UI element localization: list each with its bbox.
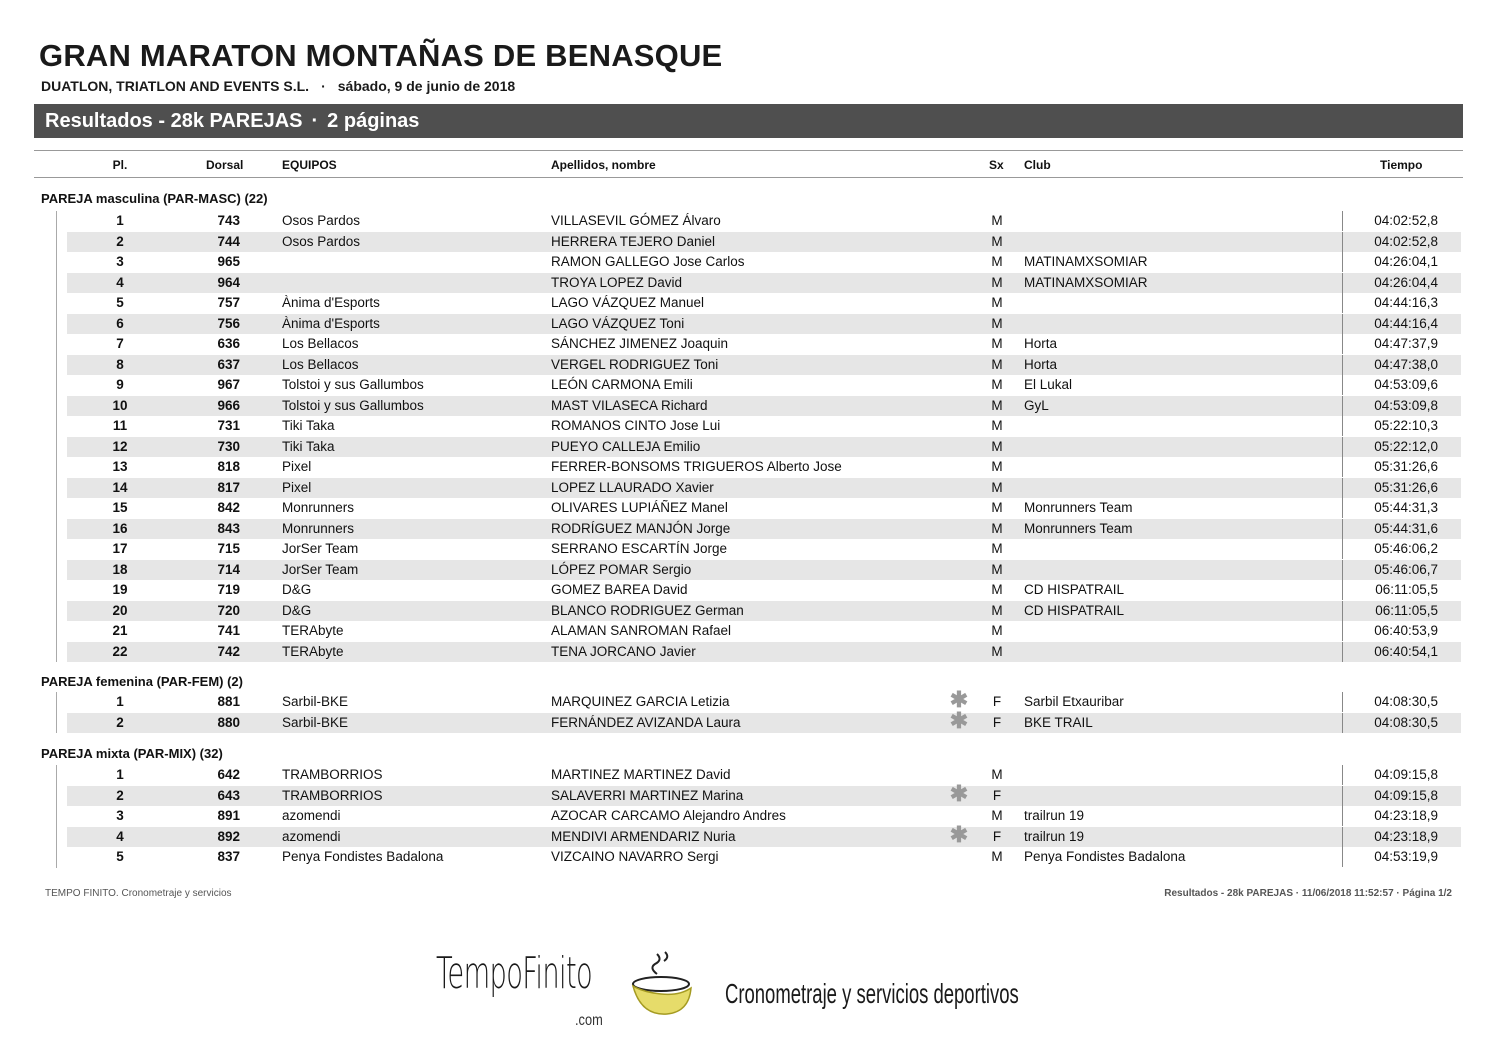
time-cell: 04:02:52,8 bbox=[1342, 211, 1438, 231]
team-cell: Osos Pardos bbox=[282, 233, 361, 249]
table-row bbox=[67, 580, 1461, 601]
team-cell: Tolstoi y sus Gallumbos bbox=[282, 377, 424, 392]
team-cell: Monrunners bbox=[282, 520, 355, 536]
dorsal-cell: 880 bbox=[217, 714, 240, 730]
name-cell: LAGO VÁZQUEZ Manuel bbox=[551, 295, 705, 310]
dorsal-cell: 743 bbox=[217, 213, 240, 228]
team-cell: JorSer Team bbox=[282, 561, 359, 577]
dorsal-cell: 636 bbox=[217, 336, 240, 351]
team-cell: Sarbil-BKE bbox=[282, 714, 349, 730]
dorsal-cell: 757 bbox=[217, 295, 240, 310]
team-cell: azomendi bbox=[282, 808, 341, 823]
asterisk-icon: ✱ bbox=[949, 780, 969, 806]
name-cell: GOMEZ BAREA David bbox=[551, 582, 688, 597]
time-cell: 04:26:04,4 bbox=[1342, 273, 1438, 293]
team-cell: Ànima d'Esports bbox=[282, 295, 380, 310]
time-cell: 04:08:30,5 bbox=[1342, 713, 1438, 733]
team-cell: Tiki Taka bbox=[282, 438, 335, 454]
results-banner bbox=[34, 104, 1463, 138]
name-cell: LOPEZ LLAURADO Xavier bbox=[551, 479, 714, 495]
name-cell: HERRERA TEJERO Daniel bbox=[551, 233, 716, 249]
time-cell: 04:47:38,0 bbox=[1342, 355, 1438, 375]
name-cell: SALAVERRI MARTINEZ Marina bbox=[551, 787, 744, 803]
team-cell: TERAbyte bbox=[282, 643, 344, 659]
dorsal-cell: 719 bbox=[217, 582, 240, 597]
team-cell: Pixel bbox=[282, 459, 312, 474]
sex-cell: M bbox=[991, 377, 1003, 392]
dorsal-cell: 881 bbox=[217, 694, 240, 709]
banner-label: Resultados - 28k PAREJAS bbox=[45, 110, 303, 132]
place-cell: 19 bbox=[112, 582, 128, 597]
team-cell: TERAbyte bbox=[282, 623, 344, 638]
team-cell: TRAMBORRIOS bbox=[282, 787, 383, 803]
time-cell: 04:44:16,3 bbox=[1342, 293, 1438, 313]
section-rows bbox=[67, 687, 1461, 733]
club-cell: Horta bbox=[1024, 356, 1058, 372]
name-cell: ROMANOS CINTO Jose Lui bbox=[551, 418, 721, 433]
name-cell: SÁNCHEZ JIMENEZ Joaquin bbox=[551, 336, 729, 351]
footer-left: TEMPO FINITO. Cronometraje y servicios bbox=[45, 888, 232, 899]
section-left-rule bbox=[56, 765, 57, 868]
table-row bbox=[67, 539, 1461, 560]
asterisk-icon: ✱ bbox=[949, 707, 969, 733]
name-cell: LEÓN CARMONA Emili bbox=[551, 377, 693, 392]
place-cell: 18 bbox=[112, 561, 128, 577]
name-cell: FERNÁNDEZ AVIZANDA Laura bbox=[551, 714, 741, 730]
place-cell: 13 bbox=[112, 459, 128, 474]
name-cell: VERGEL RODRIGUEZ Toni bbox=[551, 356, 719, 372]
sex-cell: M bbox=[991, 356, 1003, 372]
sex-cell: M bbox=[991, 541, 1003, 556]
table-row bbox=[67, 232, 1461, 253]
logo-name: TempoFinito bbox=[436, 948, 593, 999]
club-cell: MATINAMXSOMIAR bbox=[1024, 274, 1148, 290]
name-cell: VILLASEVIL GÓMEZ Álvaro bbox=[551, 213, 721, 228]
time-cell: 05:44:31,3 bbox=[1342, 498, 1438, 518]
team-cell: Los Bellacos bbox=[282, 336, 359, 351]
place-cell: 1 bbox=[116, 213, 124, 228]
name-cell: VIZCAINO NAVARRO Sergi bbox=[551, 849, 719, 864]
sex-cell: M bbox=[991, 254, 1003, 269]
organizer: DUATLON, TRIATLON AND EVENTS S.L. bbox=[41, 78, 310, 94]
team-cell: Pixel bbox=[282, 479, 312, 495]
time-cell: 04:53:19,9 bbox=[1342, 847, 1438, 867]
dorsal-cell: 818 bbox=[217, 459, 240, 474]
section-left-rule bbox=[56, 211, 57, 662]
dorsal-cell: 744 bbox=[217, 233, 240, 249]
sex-cell: M bbox=[991, 274, 1003, 290]
club-cell: GyL bbox=[1024, 397, 1049, 413]
table-row bbox=[67, 821, 1461, 848]
time-cell: 05:44:31,6 bbox=[1342, 519, 1438, 539]
sex-cell: F bbox=[992, 694, 1002, 709]
time-cell: 04:44:16,4 bbox=[1342, 314, 1438, 334]
name-cell: FERRER-BONSOMS TRIGUEROS Alberto Jose bbox=[551, 459, 842, 474]
team-cell: JorSer Team bbox=[282, 541, 359, 556]
event-date: sábado, 9 de junio de 2018 bbox=[337, 78, 516, 94]
place-cell: 20 bbox=[112, 602, 128, 618]
table-row bbox=[67, 437, 1461, 458]
sex-cell: M bbox=[991, 336, 1003, 351]
sex-cell: M bbox=[991, 767, 1003, 782]
dorsal-cell: 843 bbox=[217, 520, 240, 536]
table-row bbox=[67, 621, 1461, 642]
time-cell: 06:11:05,5 bbox=[1342, 580, 1438, 600]
dorsal-cell: 842 bbox=[217, 500, 240, 515]
banner-separator: · bbox=[311, 110, 319, 132]
table-row bbox=[67, 478, 1461, 499]
table-row bbox=[67, 375, 1461, 396]
name-cell: BLANCO RODRIGUEZ German bbox=[551, 602, 744, 618]
sex-cell: M bbox=[991, 520, 1003, 536]
sex-cell: M bbox=[991, 213, 1003, 228]
time-cell: 05:46:06,2 bbox=[1342, 539, 1438, 559]
table-row bbox=[67, 416, 1461, 437]
club-cell: trailrun 19 bbox=[1024, 828, 1085, 844]
sex-cell: M bbox=[991, 438, 1003, 454]
time-cell: 04:53:09,8 bbox=[1342, 396, 1438, 416]
dorsal-cell: 891 bbox=[217, 808, 240, 823]
club-cell: CD HISPATRAIL bbox=[1024, 602, 1125, 618]
place-cell: 22 bbox=[112, 643, 128, 659]
team-cell: D&G bbox=[282, 582, 312, 597]
club-cell: trailrun 19 bbox=[1024, 808, 1085, 823]
dorsal-cell: 730 bbox=[217, 438, 240, 454]
section-rows bbox=[67, 211, 1461, 662]
logo-domain: .com bbox=[575, 1012, 603, 1029]
team-cell: TRAMBORRIOS bbox=[282, 767, 383, 782]
team-cell: Osos Pardos bbox=[282, 213, 361, 228]
time-cell: 04:09:15,8 bbox=[1342, 786, 1438, 806]
section-left-rule bbox=[56, 692, 57, 733]
footer-right: Resultados - 28k PAREJAS · 11/06/2018 11:52:57 · Página 1/2 bbox=[1164, 888, 1452, 899]
table-row bbox=[67, 560, 1461, 581]
table-row bbox=[67, 806, 1461, 827]
time-cell: 06:40:53,9 bbox=[1342, 621, 1438, 641]
asterisk-icon: ✱ bbox=[949, 687, 969, 712]
name-cell: TENA JORCANO Javier bbox=[551, 643, 696, 659]
table-row bbox=[67, 293, 1461, 314]
place-cell: 8 bbox=[116, 356, 124, 372]
col-sx: Sx bbox=[989, 158, 1004, 172]
place-cell: 16 bbox=[112, 520, 128, 536]
club-cell: Penya Fondistes Badalona bbox=[1024, 849, 1186, 864]
section-title: PAREJA masculina (PAR-MASC) (22) bbox=[41, 191, 268, 206]
name-cell: LAGO VÁZQUEZ Toni bbox=[551, 315, 685, 331]
place-cell: 17 bbox=[112, 541, 128, 556]
team-cell: Tiki Taka bbox=[282, 418, 335, 433]
table-row bbox=[67, 334, 1461, 355]
name-cell: RODRÍGUEZ MANJÓN Jorge bbox=[551, 520, 731, 536]
table-row bbox=[67, 642, 1461, 663]
col-dorsal: Dorsal bbox=[206, 158, 244, 172]
table-row bbox=[67, 252, 1461, 273]
place-cell: 10 bbox=[112, 397, 128, 413]
club-cell: El Lukal bbox=[1024, 377, 1073, 392]
dorsal-cell: 741 bbox=[217, 623, 240, 638]
table-row bbox=[67, 314, 1461, 335]
place-cell: 6 bbox=[116, 315, 124, 331]
sex-cell: M bbox=[991, 582, 1003, 597]
name-cell: LÓPEZ POMAR Sergio bbox=[551, 561, 692, 577]
club-cell: Sarbil Etxauribar bbox=[1024, 694, 1124, 709]
dorsal-cell: 817 bbox=[217, 479, 240, 495]
time-cell: 04:23:18,9 bbox=[1342, 806, 1438, 826]
subtitle bbox=[41, 78, 515, 94]
col-time: Tiempo bbox=[1380, 158, 1423, 172]
sex-cell: M bbox=[991, 500, 1003, 515]
table-row bbox=[67, 765, 1461, 786]
place-cell: 7 bbox=[116, 336, 124, 351]
name-cell: TROYA LOPEZ David bbox=[551, 274, 683, 290]
sex-cell: F bbox=[992, 714, 1002, 730]
club-cell: Horta bbox=[1024, 336, 1058, 351]
sex-cell: M bbox=[991, 602, 1003, 618]
place-cell: 2 bbox=[116, 233, 124, 249]
page-title: GRAN MARATON MONTAÑAS DE BENASQUE bbox=[39, 38, 723, 73]
sex-cell: M bbox=[991, 623, 1003, 638]
time-cell: 05:46:06,7 bbox=[1342, 560, 1438, 580]
time-cell: 05:22:10,3 bbox=[1342, 416, 1438, 436]
time-cell: 04:09:15,8 bbox=[1342, 765, 1438, 785]
dorsal-cell: 892 bbox=[217, 828, 240, 844]
col-pl: Pl. bbox=[112, 158, 128, 172]
time-cell: 04:23:18,9 bbox=[1342, 827, 1438, 847]
col-equipos: EQUIPOS bbox=[282, 158, 337, 172]
separator-dot: · bbox=[321, 78, 326, 94]
dorsal-cell: 966 bbox=[217, 397, 240, 413]
time-cell: 04:08:30,5 bbox=[1342, 692, 1438, 712]
club-cell: Monrunners Team bbox=[1024, 500, 1133, 515]
time-cell: 05:31:26,6 bbox=[1342, 457, 1438, 477]
coffee-cup-icon bbox=[627, 950, 693, 1020]
place-cell: 5 bbox=[116, 295, 124, 310]
team-cell: Los Bellacos bbox=[282, 356, 359, 372]
sex-cell: M bbox=[991, 808, 1003, 823]
team-cell: azomendi bbox=[282, 828, 341, 844]
time-cell: 06:11:05,5 bbox=[1342, 601, 1438, 621]
time-cell: 04:53:09,6 bbox=[1342, 375, 1438, 395]
table-row bbox=[67, 780, 1461, 807]
place-cell: 21 bbox=[112, 623, 128, 638]
name-cell: MAST VILASECA Richard bbox=[551, 397, 708, 413]
table-row bbox=[67, 519, 1461, 540]
name-cell: MENDIVI ARMENDARIZ Nuria bbox=[551, 828, 736, 844]
name-cell: AZOCAR CARCAMO Alejandro Andres bbox=[551, 808, 786, 823]
time-cell: 04:02:52,8 bbox=[1342, 232, 1438, 252]
time-cell: 04:26:04,1 bbox=[1342, 252, 1438, 272]
dorsal-cell: 714 bbox=[217, 561, 240, 577]
club-cell: Monrunners Team bbox=[1024, 520, 1133, 536]
table-row bbox=[67, 211, 1461, 232]
name-cell: ALAMAN SANROMAN Rafael bbox=[551, 623, 732, 638]
name-cell: MARTINEZ MARTINEZ David bbox=[551, 767, 731, 782]
place-cell: 1 bbox=[116, 694, 124, 709]
place-cell: 15 bbox=[112, 500, 128, 515]
dorsal-cell: 837 bbox=[217, 849, 240, 864]
sex-cell: M bbox=[991, 315, 1003, 331]
dorsal-cell: 637 bbox=[217, 356, 240, 372]
sex-cell: M bbox=[991, 418, 1003, 433]
place-cell: 9 bbox=[116, 377, 124, 392]
name-cell: MARQUINEZ GARCIA Letizia bbox=[551, 694, 730, 709]
sex-cell: M bbox=[991, 397, 1003, 413]
team-cell: Sarbil-BKE bbox=[282, 694, 349, 709]
dorsal-cell: 967 bbox=[217, 377, 240, 392]
place-cell: 11 bbox=[112, 418, 128, 433]
place-cell: 14 bbox=[112, 479, 128, 495]
table-row bbox=[67, 707, 1461, 734]
name-cell: RAMON GALLEGO Jose Carlos bbox=[551, 254, 745, 269]
table-row bbox=[67, 687, 1461, 713]
team-cell: D&G bbox=[282, 602, 312, 618]
table-row bbox=[67, 847, 1461, 868]
place-cell: 12 bbox=[112, 438, 128, 454]
team-cell: Tolstoi y sus Gallumbos bbox=[282, 397, 424, 413]
table-row bbox=[67, 273, 1461, 294]
name-cell: OLIVARES LUPIÁÑEZ Manel bbox=[551, 500, 728, 515]
sex-cell: M bbox=[991, 561, 1003, 577]
section-title: PAREJA mixta (PAR-MIX) (32) bbox=[41, 746, 223, 761]
place-cell: 1 bbox=[116, 767, 124, 782]
place-cell: 2 bbox=[116, 787, 124, 803]
place-cell: 4 bbox=[116, 274, 124, 290]
col-name: Apellidos, nombre bbox=[551, 158, 656, 172]
dorsal-cell: 731 bbox=[217, 418, 240, 433]
sex-cell: M bbox=[991, 849, 1003, 864]
logo-tagline: Cronometraje y servicios deportivos bbox=[725, 978, 1019, 1009]
table-row bbox=[67, 457, 1461, 478]
time-cell: 05:31:26,6 bbox=[1342, 478, 1438, 498]
asterisk-icon: ✱ bbox=[949, 821, 969, 847]
dorsal-cell: 756 bbox=[217, 315, 240, 331]
place-cell: 4 bbox=[116, 828, 124, 844]
col-club: Club bbox=[1024, 158, 1051, 172]
table-row bbox=[67, 355, 1461, 376]
club-cell: BKE TRAIL bbox=[1024, 714, 1093, 730]
place-cell: 2 bbox=[116, 714, 124, 730]
time-cell: 06:40:54,1 bbox=[1342, 642, 1438, 662]
section-rows bbox=[67, 765, 1461, 868]
club-cell: MATINAMXSOMIAR bbox=[1024, 254, 1148, 269]
time-cell: 04:47:37,9 bbox=[1342, 334, 1438, 354]
sex-cell: M bbox=[991, 295, 1003, 310]
team-cell: Ànima d'Esports bbox=[282, 315, 380, 331]
place-cell: 3 bbox=[116, 808, 124, 823]
team-cell: Monrunners bbox=[282, 500, 355, 515]
dorsal-cell: 965 bbox=[217, 254, 240, 269]
dorsal-cell: 642 bbox=[217, 767, 240, 782]
sex-cell: F bbox=[992, 828, 1002, 844]
section-title: PAREJA femenina (PAR-FEM) (2) bbox=[41, 674, 243, 689]
name-cell: SERRANO ESCARTÍN Jorge bbox=[551, 541, 728, 556]
dorsal-cell: 742 bbox=[217, 643, 240, 659]
sex-cell: M bbox=[991, 479, 1003, 495]
time-cell: 05:22:12,0 bbox=[1342, 437, 1438, 457]
table-row bbox=[67, 601, 1461, 622]
dorsal-cell: 720 bbox=[217, 602, 240, 618]
sex-cell: F bbox=[992, 787, 1002, 803]
club-cell: CD HISPATRAIL bbox=[1024, 582, 1125, 597]
sex-cell: M bbox=[991, 233, 1003, 249]
dorsal-cell: 715 bbox=[217, 541, 240, 556]
table-row bbox=[67, 498, 1461, 519]
table-row bbox=[67, 396, 1461, 417]
dorsal-cell: 964 bbox=[217, 274, 240, 290]
place-cell: 5 bbox=[116, 849, 124, 864]
name-cell: PUEYO CALLEJA Emilio bbox=[551, 438, 701, 454]
sex-cell: M bbox=[991, 643, 1003, 659]
sex-cell: M bbox=[991, 459, 1003, 474]
dorsal-cell: 643 bbox=[217, 787, 240, 803]
place-cell: 3 bbox=[116, 254, 124, 269]
banner-pages: 2 páginas bbox=[327, 110, 420, 132]
team-cell: Penya Fondistes Badalona bbox=[282, 849, 444, 864]
table-header bbox=[34, 150, 1463, 178]
